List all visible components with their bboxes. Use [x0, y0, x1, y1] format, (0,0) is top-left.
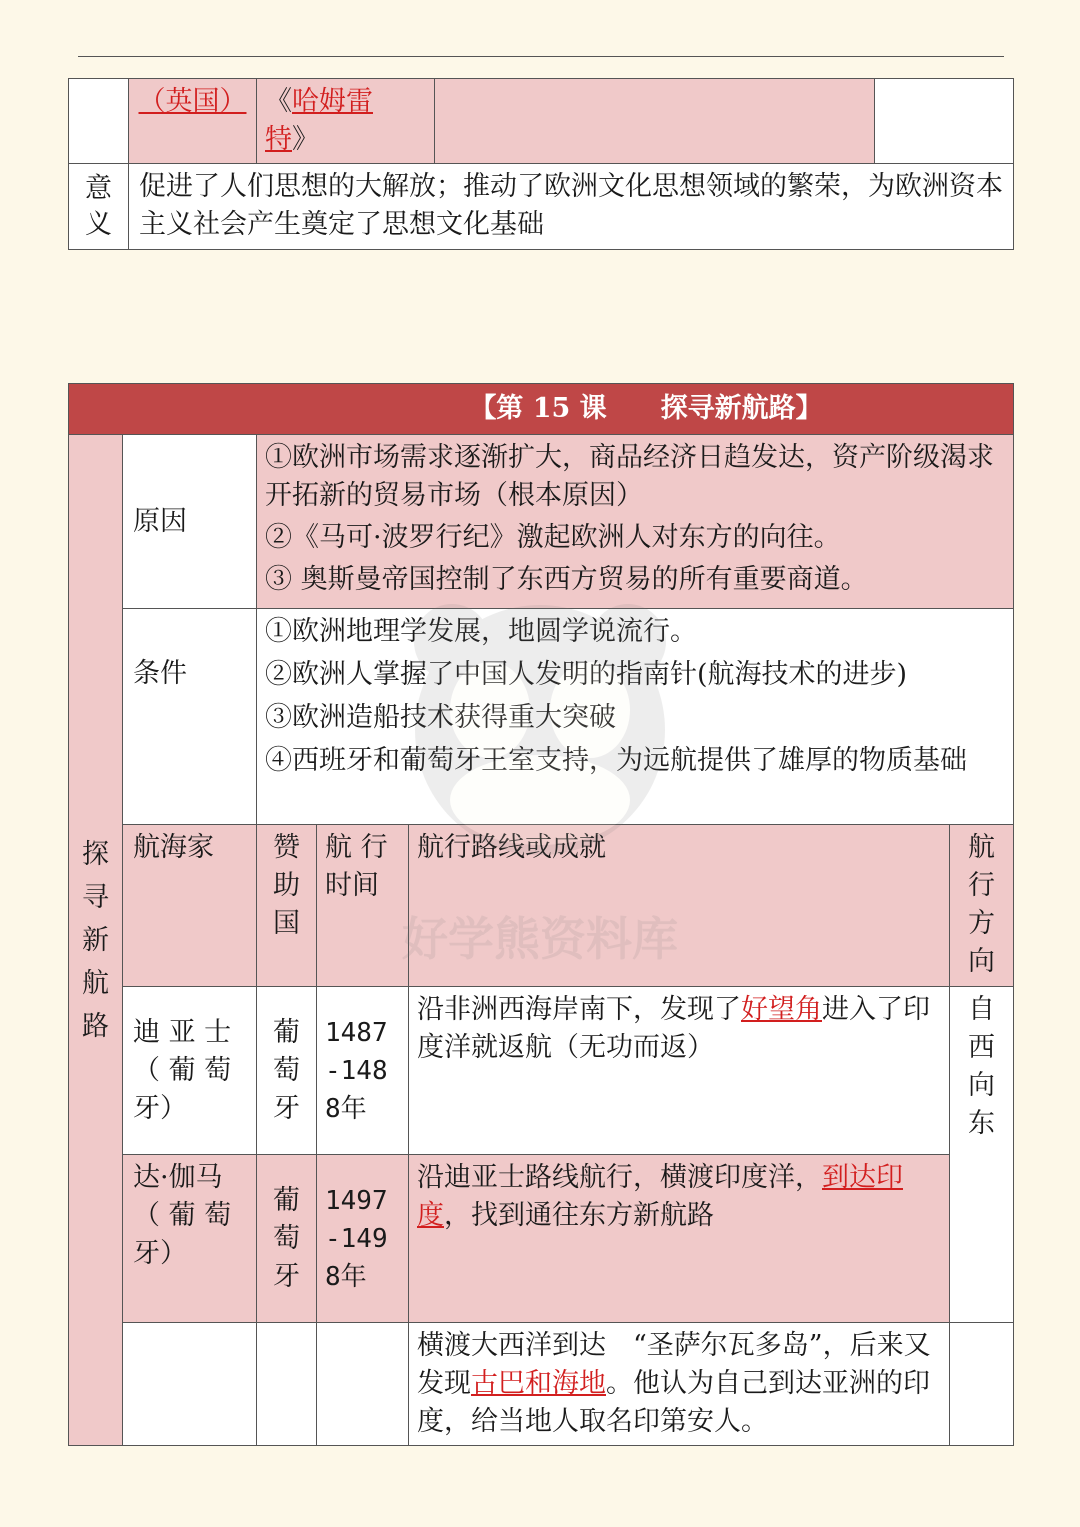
- voyage-1-time: 1487-1488年: [317, 987, 409, 1155]
- author-country: （英国）: [138, 86, 247, 117]
- voyage-2-route: 沿迪亚士路线航行，横渡印度洋，到达印度，找到通往东方新航路: [409, 1155, 950, 1323]
- voyage-1-route: 沿非洲西海岸南下，发现了好望角进入了印度洋就返航（无功而返）: [409, 987, 950, 1155]
- work-open-bracket: 《: [265, 86, 292, 117]
- header-time: 航 行时间: [317, 825, 409, 987]
- meaning-text: 促进了人们思想的大解放；推动了欧洲文化思想领域的繁荣，为欧洲资本主义社会产生奠定了思想文化基础: [129, 164, 1014, 250]
- lesson-15-table: [68, 383, 1014, 1446]
- reason-item-3: ③ 奥斯曼帝国控制了东西方贸易的所有重要商道。: [265, 564, 868, 595]
- voyage-2-navigator: 达·伽马（ 葡 萄牙）: [123, 1155, 257, 1323]
- condition-item-1: ①欧洲地理学发展，地圆学说流行。: [265, 616, 697, 647]
- voyage-1-navigator: 迪 亚 士（ 葡 萄牙）: [123, 987, 257, 1155]
- header-route: 航行路线或成就: [409, 825, 950, 987]
- empty-cell: [69, 79, 129, 164]
- condition-item-4: ④西班牙和葡萄牙王室支持，为远航提供了雄厚的物质基础: [265, 745, 967, 776]
- reasons-content: [257, 435, 1014, 609]
- voyage-2-sponsor: 葡萄牙: [257, 1155, 317, 1323]
- side-label: 探寻新航路: [82, 838, 109, 1042]
- reasons-label: 原因: [123, 435, 257, 609]
- side-label-cell: [69, 435, 123, 1446]
- renaissance-table-fragment: [68, 78, 1014, 250]
- voyage-3-route: 横渡大西洋到达 “圣萨尔瓦多岛”，后来又发现古巴和海地。他认为自己到达亚洲的印度，给当地人取名印第安人。: [409, 1323, 950, 1446]
- voyage-2-route-key: 到达印度: [417, 1162, 903, 1231]
- voyage-1-route-key: 好望角: [741, 994, 822, 1025]
- work-name: 哈姆雷特: [265, 86, 373, 155]
- meaning-label: 意义: [69, 164, 129, 250]
- voyage-3-sponsor: [257, 1323, 317, 1446]
- page-top-rule: [78, 56, 1004, 57]
- empty-cell-right: [875, 79, 1014, 164]
- lesson-title-bar: [69, 384, 1014, 435]
- voyage-1-sponsor: 葡萄牙: [257, 987, 317, 1155]
- header-sponsor: 赞助国: [257, 825, 317, 987]
- work-close-bracket: 》: [292, 124, 319, 155]
- header-direction: 航行方向: [950, 825, 1014, 987]
- lesson-title: 【第 15 课 探寻新航路】: [469, 393, 823, 424]
- header-navigator: 航海家: [123, 825, 257, 987]
- empty-pink-cell: [435, 79, 875, 164]
- reason-item-2: ②《马可·波罗行纪》激起欧洲人对东方的向往。: [265, 522, 841, 553]
- voyage-3-navigator: [123, 1323, 257, 1446]
- conditions-label: 条件: [123, 609, 257, 825]
- voyage-3-direction: [950, 1323, 1014, 1446]
- condition-item-3: ③欧洲造船技术获得重大突破: [265, 702, 616, 733]
- voyage-3-route-key: 古巴和海地: [471, 1368, 606, 1399]
- reason-item-1: ①欧洲市场需求逐渐扩大，商品经济日趋发达，资产阶级渴求开拓新的贸易市场（根本原因）: [265, 442, 994, 511]
- voyage-direction: 自西向东: [950, 987, 1014, 1323]
- author-country-cell: [129, 79, 257, 164]
- conditions-content: [257, 609, 1014, 825]
- voyage-3-time: [317, 1323, 409, 1446]
- work-cell: [257, 79, 435, 164]
- voyage-2-time: 1497-1498年: [317, 1155, 409, 1323]
- condition-item-2: ②欧洲人掌握了中国人发明的指南针(航海技术的进步): [265, 659, 908, 690]
